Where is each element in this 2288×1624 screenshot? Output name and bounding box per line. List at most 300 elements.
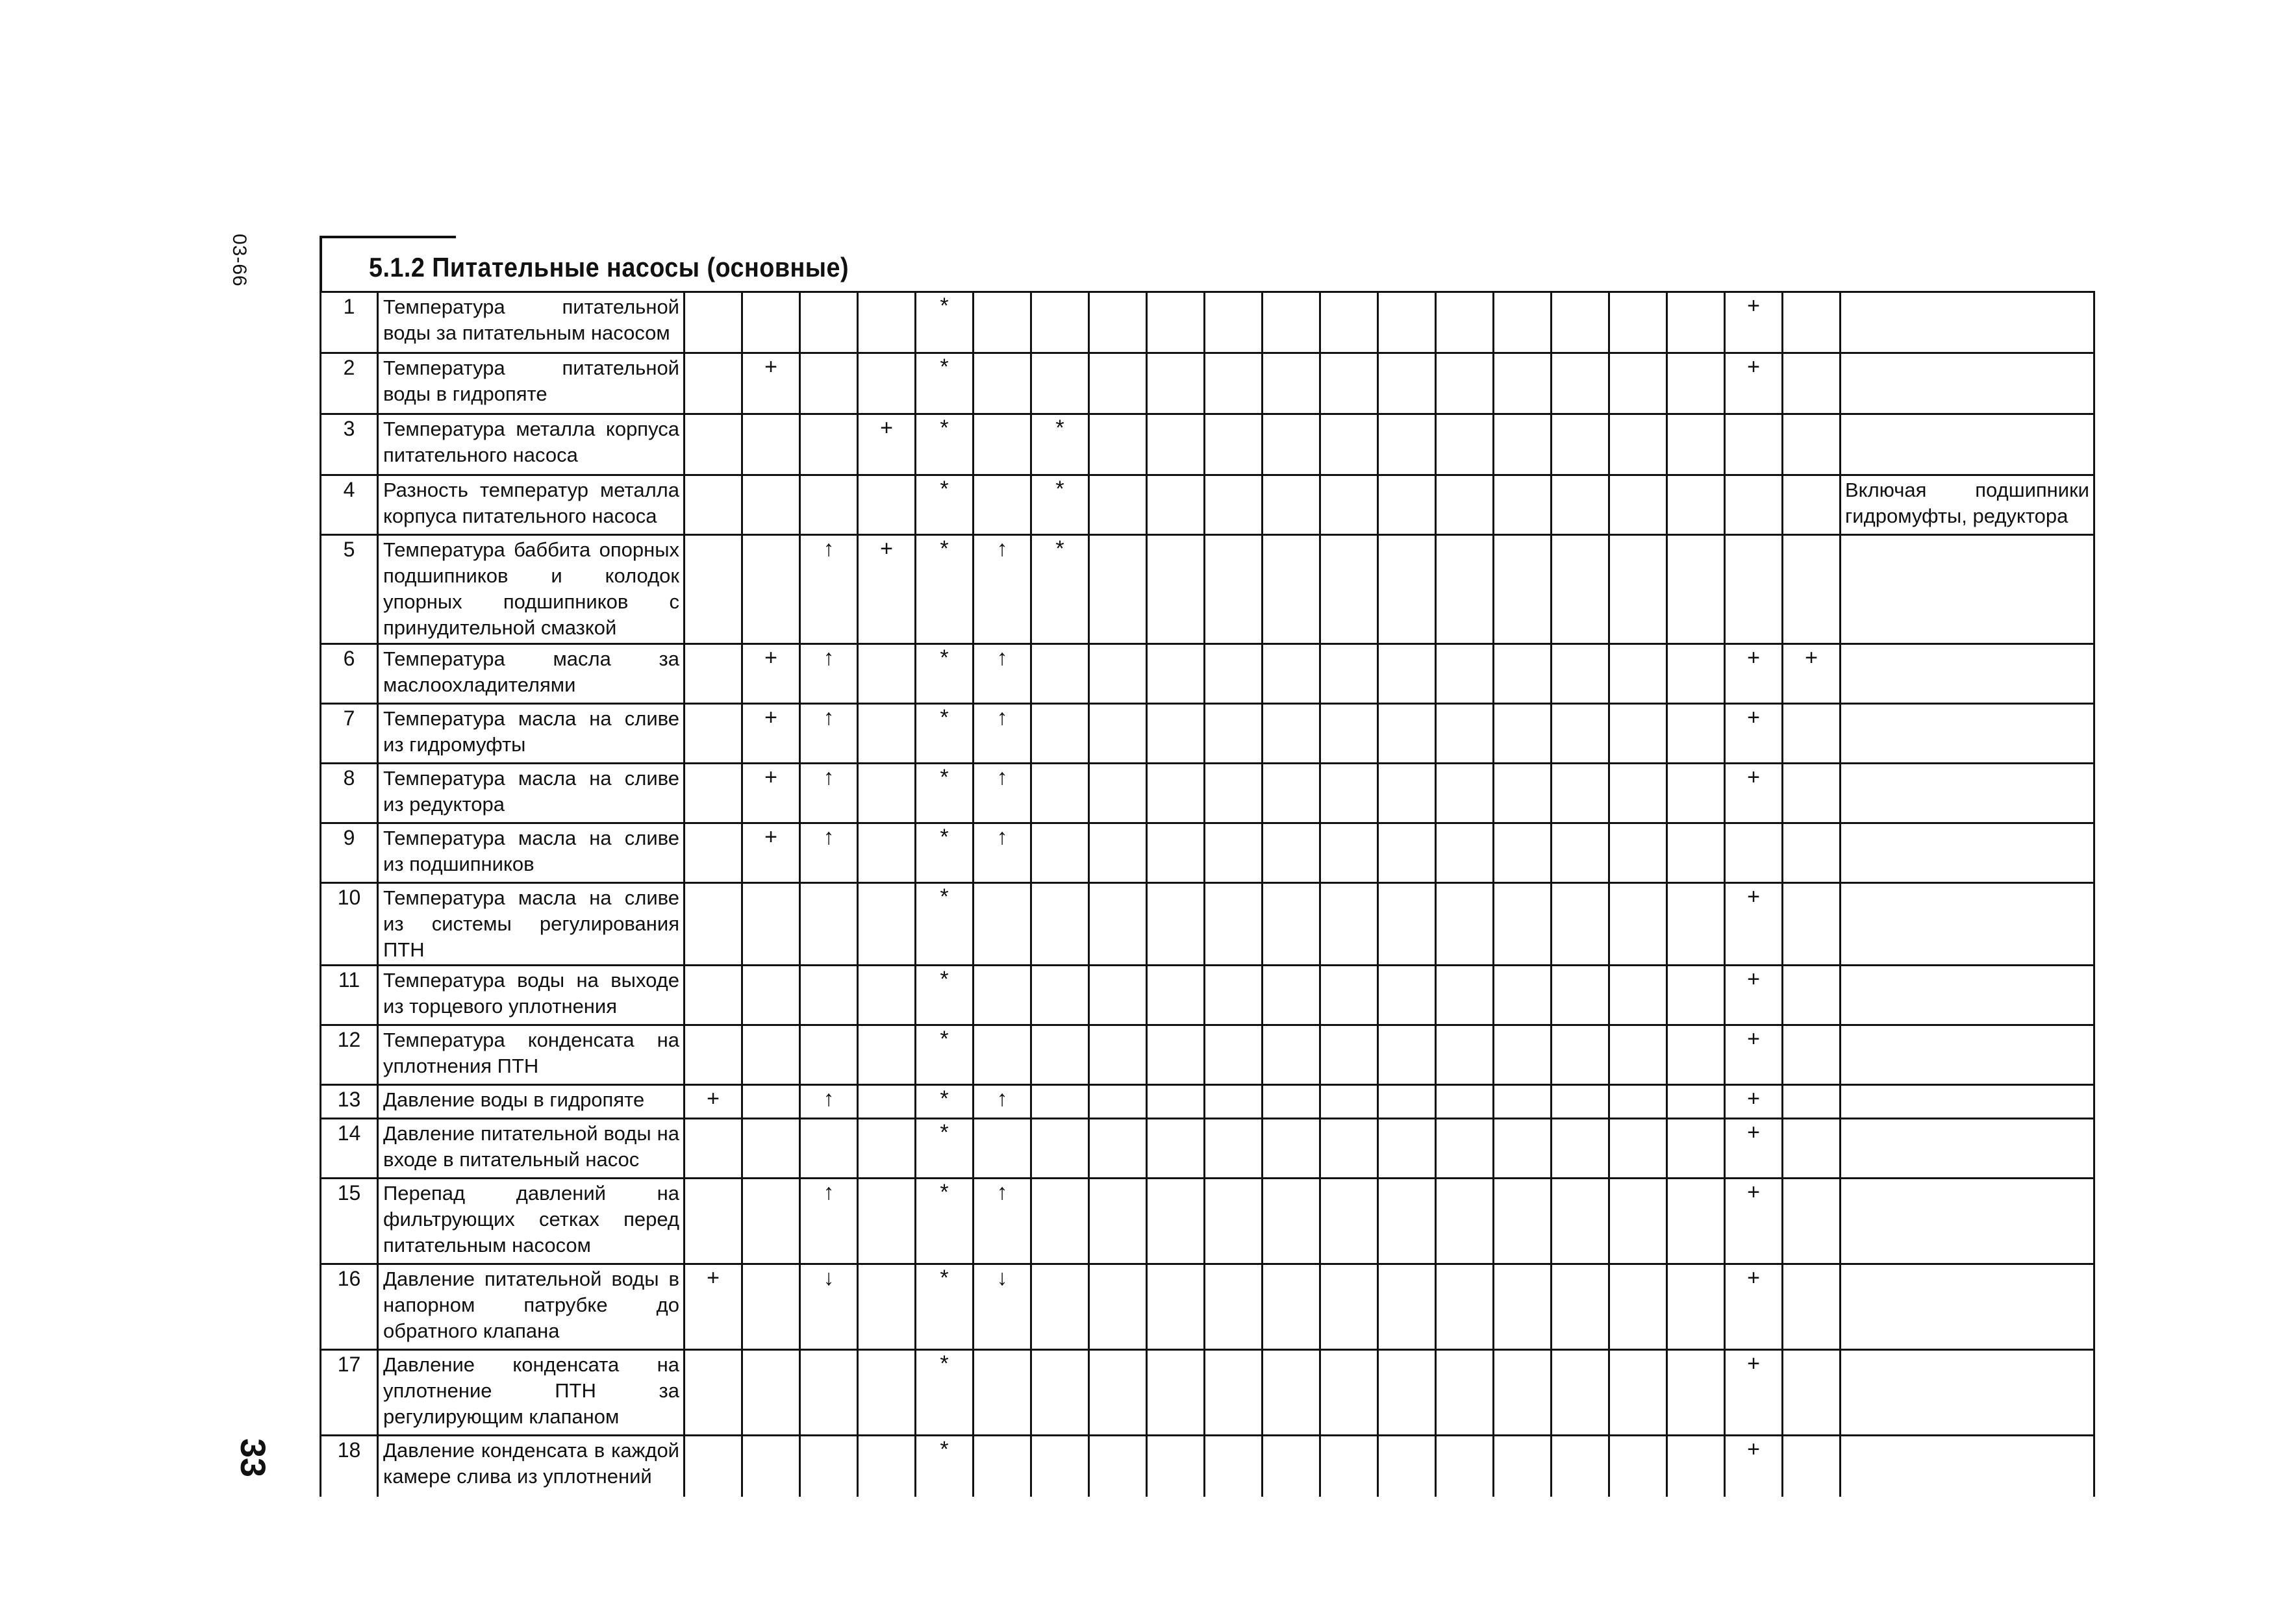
mark-cell: [800, 966, 858, 1025]
mark-cell: [1494, 1025, 1552, 1085]
mark-cell: [1205, 644, 1263, 704]
mark-cell: [1494, 1085, 1552, 1119]
table-row: [321, 823, 2094, 883]
note-cell: [1841, 1179, 2094, 1264]
mark-cell: [1263, 414, 1320, 475]
mark-cell: [1089, 883, 1147, 966]
table-row: [321, 1119, 2094, 1179]
mark-cell: *: [916, 1179, 974, 1264]
mark-cell: *: [916, 1264, 974, 1350]
mark-cell: [974, 353, 1031, 414]
mark-cell: [1031, 704, 1089, 764]
mark-cell: [685, 475, 742, 535]
row-number: 17: [321, 1350, 378, 1436]
mark-cell: [1494, 1179, 1552, 1264]
mark-cell: +: [1725, 1085, 1783, 1119]
mark-cell: [1783, 823, 1841, 883]
mark-cell: [685, 1179, 742, 1264]
note-cell: [1841, 414, 2094, 475]
mark-cell: [1494, 414, 1552, 475]
parameter-description: Температура питательной воды в гидропяте: [378, 353, 685, 414]
mark-cell: *: [916, 475, 974, 535]
parameter-description: Температура питательной воды за питательным насосом: [378, 292, 685, 353]
mark-cell: [1089, 1350, 1147, 1436]
mark-cell: [800, 475, 858, 535]
parameters-table: [320, 291, 2095, 1497]
mark-cell: [1205, 1436, 1263, 1497]
table-row: [321, 1436, 2094, 1497]
mark-cell: [1205, 1119, 1263, 1179]
mark-cell: [1609, 1436, 1667, 1497]
mark-cell: [1031, 1179, 1089, 1264]
mark-cell: +: [1725, 764, 1783, 823]
mark-cell: [858, 704, 916, 764]
mark-cell: [1089, 475, 1147, 535]
row-number: 4: [321, 475, 378, 535]
mark-cell: ↑: [974, 704, 1031, 764]
note-cell: [1841, 704, 2094, 764]
mark-cell: [742, 292, 800, 353]
mark-cell: [742, 535, 800, 644]
row-number: 1: [321, 292, 378, 353]
mark-cell: [1552, 1350, 1609, 1436]
parameter-description: Разность температур металла корпуса питательного насоса: [378, 475, 685, 535]
mark-cell: [1263, 1119, 1320, 1179]
mark-cell: [1667, 883, 1725, 966]
note-cell: [1841, 883, 2094, 966]
mark-cell: [1089, 966, 1147, 1025]
mark-cell: [1436, 535, 1494, 644]
mark-cell: [1320, 823, 1378, 883]
mark-cell: [1320, 644, 1378, 704]
mark-cell: [1147, 1179, 1205, 1264]
row-number: 7: [321, 704, 378, 764]
mark-cell: [1031, 353, 1089, 414]
mark-cell: ↑: [800, 1179, 858, 1264]
row-number: 3: [321, 414, 378, 475]
mark-cell: [1494, 535, 1552, 644]
mark-cell: [1147, 1025, 1205, 1085]
mark-cell: +: [1725, 1119, 1783, 1179]
parameter-description: Давление питательной воды в напорном патрубке до обратного клапана: [378, 1264, 685, 1350]
table-row: [321, 535, 2094, 644]
mark-cell: ↑: [800, 535, 858, 644]
row-number: 16: [321, 1264, 378, 1350]
mark-cell: [858, 1350, 916, 1436]
table-row: [321, 414, 2094, 475]
mark-cell: [1378, 1085, 1436, 1119]
mark-cell: *: [1031, 414, 1089, 475]
mark-cell: [1263, 966, 1320, 1025]
mark-cell: [1205, 292, 1263, 353]
note-cell: [1841, 1264, 2094, 1350]
mark-cell: [1089, 1436, 1147, 1497]
mark-cell: [1089, 1119, 1147, 1179]
mark-cell: [1609, 1264, 1667, 1350]
mark-cell: [1552, 292, 1609, 353]
mark-cell: ↑: [974, 764, 1031, 823]
mark-cell: [1089, 823, 1147, 883]
table-row: [321, 966, 2094, 1025]
mark-cell: [1552, 475, 1609, 535]
note-cell: [1841, 292, 2094, 353]
note-cell: [1841, 966, 2094, 1025]
mark-cell: [1320, 1179, 1378, 1264]
mark-cell: [1031, 764, 1089, 823]
table-row: [321, 1179, 2094, 1264]
mark-cell: [1147, 764, 1205, 823]
mark-cell: [1436, 1179, 1494, 1264]
mark-cell: [858, 1436, 916, 1497]
mark-cell: [1378, 414, 1436, 475]
mark-cell: [1609, 704, 1667, 764]
table-row: [321, 764, 2094, 823]
mark-cell: [1320, 764, 1378, 823]
mark-cell: [742, 475, 800, 535]
mark-cell: [1494, 1264, 1552, 1350]
note-cell: Включая подшипники гидромуфты, редуктора: [1841, 475, 2094, 535]
mark-cell: [1320, 475, 1378, 535]
mark-cell: [1378, 535, 1436, 644]
mark-cell: [1436, 883, 1494, 966]
mark-cell: [1378, 1350, 1436, 1436]
mark-cell: [1667, 475, 1725, 535]
mark-cell: ↓: [974, 1264, 1031, 1350]
mark-cell: [1552, 535, 1609, 644]
note-cell: [1841, 1085, 2094, 1119]
mark-cell: [1494, 1119, 1552, 1179]
mark-cell: [1378, 1436, 1436, 1497]
mark-cell: [1436, 292, 1494, 353]
mark-cell: [1378, 883, 1436, 966]
mark-cell: [1263, 1264, 1320, 1350]
mark-cell: [1378, 764, 1436, 823]
mark-cell: [1552, 1264, 1609, 1350]
mark-cell: [858, 883, 916, 966]
mark-cell: [858, 1119, 916, 1179]
mark-cell: [1436, 1025, 1494, 1085]
mark-cell: +: [858, 535, 916, 644]
parameter-description: Температура масла на сливе из гидромуфты: [378, 704, 685, 764]
mark-cell: [1089, 292, 1147, 353]
mark-cell: [1609, 644, 1667, 704]
mark-cell: [1667, 1350, 1725, 1436]
mark-cell: [1205, 414, 1263, 475]
mark-cell: [1205, 1025, 1263, 1085]
mark-cell: [1552, 414, 1609, 475]
mark-cell: [1147, 823, 1205, 883]
note-cell: [1841, 353, 2094, 414]
mark-cell: ↑: [800, 644, 858, 704]
row-number: 2: [321, 353, 378, 414]
mark-cell: [1031, 823, 1089, 883]
mark-cell: [1609, 764, 1667, 823]
mark-cell: [1089, 1264, 1147, 1350]
mark-cell: [1378, 823, 1436, 883]
mark-cell: [1783, 1119, 1841, 1179]
mark-cell: [1205, 1179, 1263, 1264]
mark-cell: [742, 1085, 800, 1119]
mark-cell: [1031, 1436, 1089, 1497]
mark-cell: [1436, 1119, 1494, 1179]
mark-cell: [1147, 292, 1205, 353]
mark-cell: [1494, 966, 1552, 1025]
mark-cell: *: [916, 353, 974, 414]
mark-cell: [1494, 1350, 1552, 1436]
parameter-description: Температура воды на выходе из торцевого уплотнения: [378, 966, 685, 1025]
mark-cell: [1031, 1119, 1089, 1179]
table-row: [321, 1264, 2094, 1350]
mark-cell: [1089, 414, 1147, 475]
mark-cell: [1436, 414, 1494, 475]
mark-cell: [1378, 1119, 1436, 1179]
mark-cell: [1494, 764, 1552, 823]
mark-cell: [1031, 1350, 1089, 1436]
mark-cell: [1378, 1179, 1436, 1264]
row-number: 12: [321, 1025, 378, 1085]
mark-cell: [858, 1264, 916, 1350]
mark-cell: [1609, 966, 1667, 1025]
mark-cell: [1263, 823, 1320, 883]
mark-cell: [1320, 1119, 1378, 1179]
row-number: 10: [321, 883, 378, 966]
mark-cell: [1147, 704, 1205, 764]
mark-cell: [1609, 475, 1667, 535]
mark-cell: [1320, 292, 1378, 353]
mark-cell: [1263, 535, 1320, 644]
row-number: 15: [321, 1179, 378, 1264]
mark-cell: [1667, 353, 1725, 414]
mark-cell: +: [1725, 292, 1783, 353]
mark-cell: [1609, 1119, 1667, 1179]
mark-cell: [1436, 644, 1494, 704]
mark-cell: [858, 475, 916, 535]
mark-cell: [974, 883, 1031, 966]
mark-cell: [1552, 883, 1609, 966]
mark-cell: [1725, 823, 1783, 883]
mark-cell: [1552, 353, 1609, 414]
mark-cell: *: [916, 1119, 974, 1179]
mark-cell: ↑: [800, 704, 858, 764]
mark-cell: [1205, 1350, 1263, 1436]
mark-cell: [1205, 1264, 1263, 1350]
mark-cell: [685, 644, 742, 704]
mark-cell: [858, 353, 916, 414]
mark-cell: [1031, 1085, 1089, 1119]
mark-cell: [1667, 823, 1725, 883]
mark-cell: [1205, 1085, 1263, 1119]
mark-cell: [1552, 1179, 1609, 1264]
mark-cell: [858, 1025, 916, 1085]
parameter-description: Давление питательной воды на входе в питательный насос: [378, 1119, 685, 1179]
mark-cell: [1436, 764, 1494, 823]
mark-cell: [1436, 704, 1494, 764]
row-number: 13: [321, 1085, 378, 1119]
mark-cell: [1320, 1264, 1378, 1350]
mark-cell: [1667, 966, 1725, 1025]
mark-cell: [1552, 764, 1609, 823]
mark-cell: [1147, 883, 1205, 966]
mark-cell: ↑: [800, 1085, 858, 1119]
mark-cell: [1494, 823, 1552, 883]
mark-cell: [1436, 966, 1494, 1025]
mark-cell: [1552, 966, 1609, 1025]
mark-cell: [1436, 1436, 1494, 1497]
table-row: [321, 883, 2094, 966]
mark-cell: [1494, 1436, 1552, 1497]
mark-cell: [800, 353, 858, 414]
mark-cell: [1378, 475, 1436, 535]
mark-cell: [1552, 823, 1609, 883]
mark-cell: [1494, 292, 1552, 353]
mark-cell: [1783, 475, 1841, 535]
mark-cell: [685, 414, 742, 475]
parameter-description: Температура масла за маслоохладителями: [378, 644, 685, 704]
mark-cell: [1609, 292, 1667, 353]
mark-cell: [1783, 292, 1841, 353]
mark-cell: [742, 1179, 800, 1264]
mark-cell: [1667, 644, 1725, 704]
mark-cell: [1205, 475, 1263, 535]
mark-cell: [742, 414, 800, 475]
note-cell: [1841, 1350, 2094, 1436]
mark-cell: ↑: [974, 1179, 1031, 1264]
mark-cell: [1783, 353, 1841, 414]
mark-cell: [742, 1119, 800, 1179]
row-number: 9: [321, 823, 378, 883]
mark-cell: [1031, 292, 1089, 353]
mark-cell: [1378, 1264, 1436, 1350]
mark-cell: [685, 535, 742, 644]
mark-cell: [1667, 1264, 1725, 1350]
mark-cell: [1205, 883, 1263, 966]
mark-cell: [1378, 966, 1436, 1025]
mark-cell: [1089, 704, 1147, 764]
row-number: 6: [321, 644, 378, 704]
mark-cell: +: [1725, 1179, 1783, 1264]
mark-cell: +: [858, 414, 916, 475]
mark-cell: [1783, 414, 1841, 475]
mark-cell: [685, 1025, 742, 1085]
mark-cell: +: [742, 353, 800, 414]
mark-cell: [1147, 644, 1205, 704]
mark-cell: [1147, 414, 1205, 475]
mark-cell: [742, 1025, 800, 1085]
mark-cell: [1205, 966, 1263, 1025]
mark-cell: [1205, 764, 1263, 823]
frame-left-rule: [320, 236, 322, 291]
mark-cell: +: [1725, 883, 1783, 966]
mark-cell: [1263, 1350, 1320, 1436]
mark-cell: ↑: [974, 644, 1031, 704]
mark-cell: [1263, 883, 1320, 966]
mark-cell: [1089, 1179, 1147, 1264]
mark-cell: +: [1725, 704, 1783, 764]
mark-cell: [1089, 353, 1147, 414]
parameter-description: Перепад давлений на фильтрующих сетках перед питательным насосом: [378, 1179, 685, 1264]
mark-cell: [1320, 1436, 1378, 1497]
mark-cell: [685, 292, 742, 353]
mark-cell: [1147, 1264, 1205, 1350]
mark-cell: +: [1725, 1025, 1783, 1085]
mark-cell: [1667, 1025, 1725, 1085]
mark-cell: *: [916, 883, 974, 966]
mark-cell: [1263, 1436, 1320, 1497]
mark-cell: [1263, 353, 1320, 414]
mark-cell: +: [1783, 644, 1841, 704]
mark-cell: [1320, 1350, 1378, 1436]
mark-cell: [858, 966, 916, 1025]
parameter-description: Температура масла на сливе из системы регулирования ПТН: [378, 883, 685, 966]
mark-cell: *: [916, 644, 974, 704]
mark-cell: [1263, 1085, 1320, 1119]
mark-cell: [1320, 535, 1378, 644]
mark-cell: [1609, 353, 1667, 414]
mark-cell: [1089, 764, 1147, 823]
mark-cell: [1089, 1085, 1147, 1119]
mark-cell: [1320, 883, 1378, 966]
mark-cell: [742, 1436, 800, 1497]
mark-cell: [1147, 1436, 1205, 1497]
table-row: [321, 475, 2094, 535]
mark-cell: [1031, 1264, 1089, 1350]
mark-cell: [685, 1436, 742, 1497]
row-number: 18: [321, 1436, 378, 1497]
mark-cell: [800, 292, 858, 353]
mark-cell: [1089, 1025, 1147, 1085]
mark-cell: [1783, 1264, 1841, 1350]
table-row: [321, 292, 2094, 353]
mark-cell: [1378, 644, 1436, 704]
mark-cell: +: [742, 764, 800, 823]
mark-cell: [1263, 292, 1320, 353]
mark-cell: [742, 883, 800, 966]
mark-cell: [1320, 704, 1378, 764]
row-number: 8: [321, 764, 378, 823]
table-row: [321, 704, 2094, 764]
mark-cell: ↑: [800, 764, 858, 823]
mark-cell: [1667, 414, 1725, 475]
table-row: [321, 1350, 2094, 1436]
note-cell: [1841, 764, 2094, 823]
table-row: [321, 1085, 2094, 1119]
mark-cell: *: [916, 535, 974, 644]
mark-cell: [1205, 823, 1263, 883]
mark-cell: ↑: [974, 535, 1031, 644]
mark-cell: [1783, 1025, 1841, 1085]
mark-cell: [800, 1119, 858, 1179]
mark-cell: [1494, 475, 1552, 535]
mark-cell: [858, 292, 916, 353]
mark-cell: +: [685, 1085, 742, 1119]
mark-cell: [800, 1350, 858, 1436]
mark-cell: [1205, 535, 1263, 644]
table-body: [321, 292, 2094, 1497]
mark-cell: [1031, 644, 1089, 704]
mark-cell: *: [916, 1350, 974, 1436]
mark-cell: [1147, 1350, 1205, 1436]
mark-cell: [742, 1350, 800, 1436]
mark-cell: [1263, 475, 1320, 535]
mark-cell: [1783, 535, 1841, 644]
mark-cell: [1783, 883, 1841, 966]
mark-cell: [1147, 1085, 1205, 1119]
mark-cell: ↑: [974, 1085, 1031, 1119]
mark-cell: [800, 1436, 858, 1497]
parameter-description: Температура баббита опорных подшипников и колодок упорных подшипников с принудительной смазкой: [378, 535, 685, 644]
mark-cell: [800, 414, 858, 475]
mark-cell: [974, 1119, 1031, 1179]
